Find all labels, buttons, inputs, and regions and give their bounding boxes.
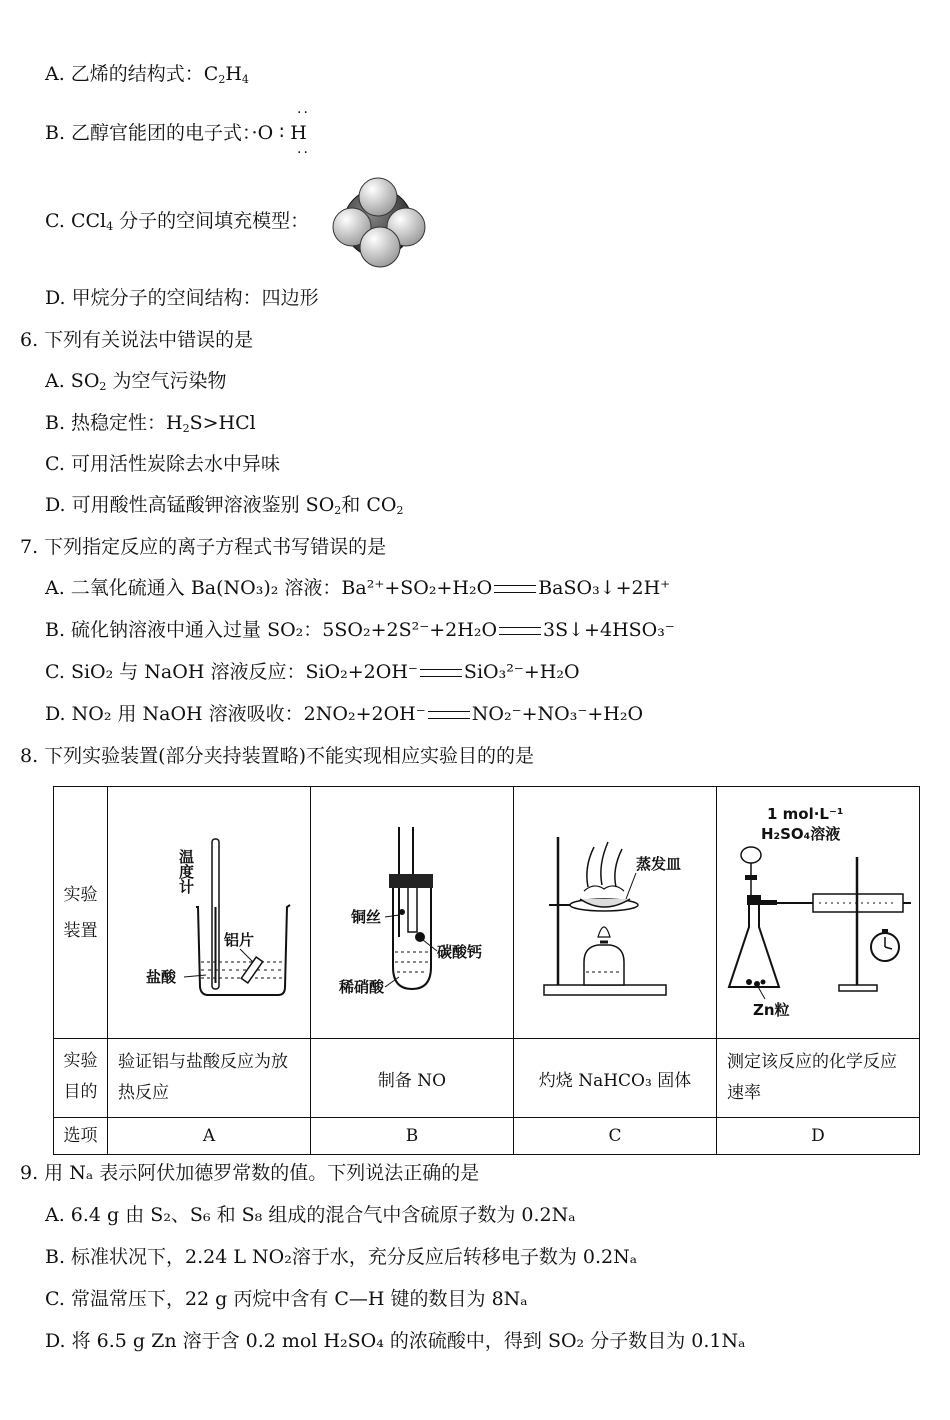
purpose-b: 制备 NO [311,1039,514,1118]
label-conc: 1 mol·L⁻¹ [767,805,844,823]
q7-option-a: A. 二氧化硫通入 Ba(NO₃)₂ 溶液：Ba²⁺+SO₂+H₂O BaSO₃↓+2H⁺ [45,577,671,599]
q9-option-c: C. 常温常压下，22 g 丙烷中含有 C—H 键的数目为 8Nₐ [45,1288,528,1310]
q6-option-c: C. 可用活性炭除去水中异味 [45,453,280,475]
electron-dots-bottom: ·· [297,145,310,161]
equals-sign [428,711,470,719]
q5-option-a: A. 乙烯的结构式：$C_2H_4$ [45,63,249,86]
label-cu: 铜丝 [351,908,382,926]
apparatus-d [717,787,920,1039]
experiment-table [53,786,920,1155]
label-h2so4: H₂SO₄溶液 [761,825,841,843]
label-al: 铝片 [224,931,255,949]
label-dish: 蒸发皿 [636,855,682,873]
q6-option-a: A. $SO_2$ 为空气污染物 [45,370,227,393]
equals-sign [494,585,536,593]
q9-stem: 9. 用 Nₐ 表示阿伏加德罗常数的值。下列说法正确的是 [20,1162,480,1184]
equals-sign [420,669,462,677]
header-option: 选项 [54,1118,108,1155]
q8-stem: 8. 下列实验装置(部分夹持装置略)不能实现相应实验目的的是 [20,745,534,767]
q9-option-d: D. 将 6.5 g Zn 溶于含 0.2 mol H₂SO₄ 的浓硫酸中，得到 SO₂ 分子数目为 0.1Nₐ [45,1330,746,1352]
q6-option-d: D. 可用酸性高锰酸钾溶液鉴别 $SO_2$和 $CO_2$ [45,494,404,517]
q6-option-b: B. 热稳定性：$H_2S>HCl$ [45,412,256,435]
apparatus-a [108,787,311,1039]
option-c: C [514,1118,717,1155]
q6-stem: 6. 下列有关说法中错误的是 [20,329,254,351]
q9-option-a: A. 6.4 g 由 S₂、S₆ 和 S₈ 组成的混合气中含硫原子数为 0.2Nₐ [45,1204,576,1226]
option-d: D [717,1118,920,1155]
label-hno3: 稀硝酸 [339,978,385,996]
q7-option-c: C. SiO₂ 与 NaOH 溶液反应：SiO₂+2OH⁻ SiO₃²⁻+H₂O [45,661,580,683]
q7-option-d: D. NO₂ 用 NaOH 溶液吸收：2NO₂+2OH⁻ NO₂⁻+NO₃⁻+H₂O [45,703,644,725]
equals-sign [499,627,541,635]
label-zn: Zn粒 [753,1001,790,1019]
label-thermometer: 温度计 [177,849,195,894]
q5-option-d: D. 甲烷分子的空间结构：四边形 [45,287,319,309]
space-filling-model-image [330,175,430,270]
header-purpose: 实验目的 [54,1039,108,1118]
apparatus-c [514,787,717,1039]
q5-option-b: B. 乙醇官能团的电子式：·O ∶ H [45,122,307,144]
q7-option-b: B. 硫化钠溶液中通入过量 SO₂：5SO₂+2S²⁻+2H₂O 3S↓+4HSO₃⁻ [45,619,675,641]
purpose-c: 灼烧 NaHCO₃ 固体 [514,1039,717,1118]
q5-option-c: C. CCl$_4$ 分子的空间填充模型： [45,210,310,233]
apparatus-b [311,787,514,1039]
option-b: B [311,1118,514,1155]
electron-dots-top: ·· [297,105,310,121]
option-a: A [108,1118,311,1155]
purpose-d: 测定该反应的化学反应速率 [717,1039,920,1118]
purpose-a: 验证铝与盐酸反应为放热反应 [108,1039,311,1118]
label-caco3: 碳酸钙 [437,943,483,961]
q7-stem: 7. 下列指定反应的离子方程式书写错误的是 [20,536,387,558]
header-apparatus: 实验装置 [54,787,108,1039]
q9-option-b: B. 标准状况下，2.24 L NO₂溶于水，充分反应后转移电子数为 0.2Nₐ [45,1246,638,1268]
label-hcl: 盐酸 [146,968,177,986]
